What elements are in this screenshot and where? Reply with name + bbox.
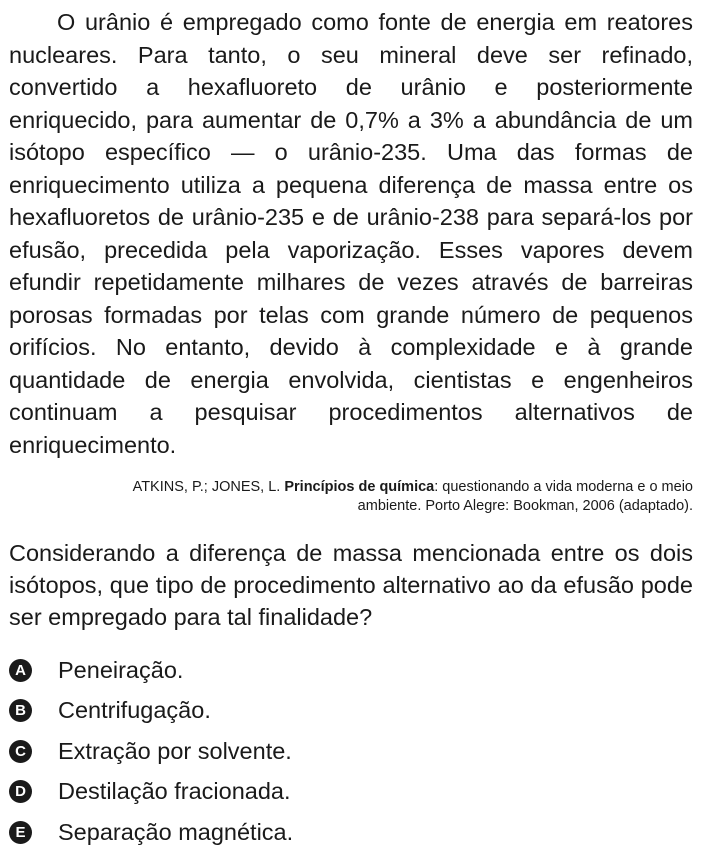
option-letter-b-badge: B <box>9 699 32 722</box>
option-b[interactable] <box>9 691 693 732</box>
question-text: Considerando a diferença de massa mencionada entre os dois isótopos, que tipo de procedimento alternativo ao da efusão pode ser empregado para tal finalidade? <box>9 540 693 630</box>
option-letter-a-badge: A <box>9 659 32 682</box>
option-letter-d-badge: D <box>9 780 32 803</box>
option-a[interactable] <box>9 650 693 691</box>
option-letter-e-badge: E <box>9 821 32 844</box>
answer-options <box>9 650 693 853</box>
citation <box>100 478 693 516</box>
option-d-text: Destilação fracionada. <box>58 778 291 805</box>
option-a-text: Peneiração. <box>58 656 184 683</box>
option-letter-c-badge: C <box>9 740 32 763</box>
option-e-text: Separação magnética. <box>58 818 294 845</box>
citation-authors: ATKINS, P.; JONES, L. <box>132 479 285 495</box>
option-c[interactable] <box>9 731 693 772</box>
option-e[interactable] <box>9 812 693 853</box>
option-b-text: Centrifugação. <box>58 697 211 724</box>
option-d[interactable] <box>9 772 693 813</box>
passage-text: O urânio é empregado como fonte de energia em reatores nucleares. Para tanto, o seu mineral deve ser refinado, convertido a hexafluoreto de urânio e posteriormente enriquecido, para aumentar de 0,7% a 3% a abundância de um isótopo específico — o urânio-235. Uma das formas de enriquecimento utiliza a pequena diferença de massa entre os hexafluoretos de urânio-235 e de urânio-238 para separá-los por efusão, precedida pela vaporização. Esses vapores devem efundir repetidamente milhares de vezes através de barreiras porosas formadas por telas com grande número de pequenos orifícios. No entanto, devido à complexidade e à grande quantidade de energia envolvida, cientistas e engenheiros continuam a pesquisar procedimentos alternativos de enriquecimento. <box>9 9 693 458</box>
citation-book-title: Princípios de química <box>284 479 435 495</box>
option-c-text: Extração por solvente. <box>58 737 292 764</box>
citation-details: : questionando a vida moderna e o meio ambiente. Porto Alegre: Bookman, 2006 (adaptado). <box>357 479 693 514</box>
